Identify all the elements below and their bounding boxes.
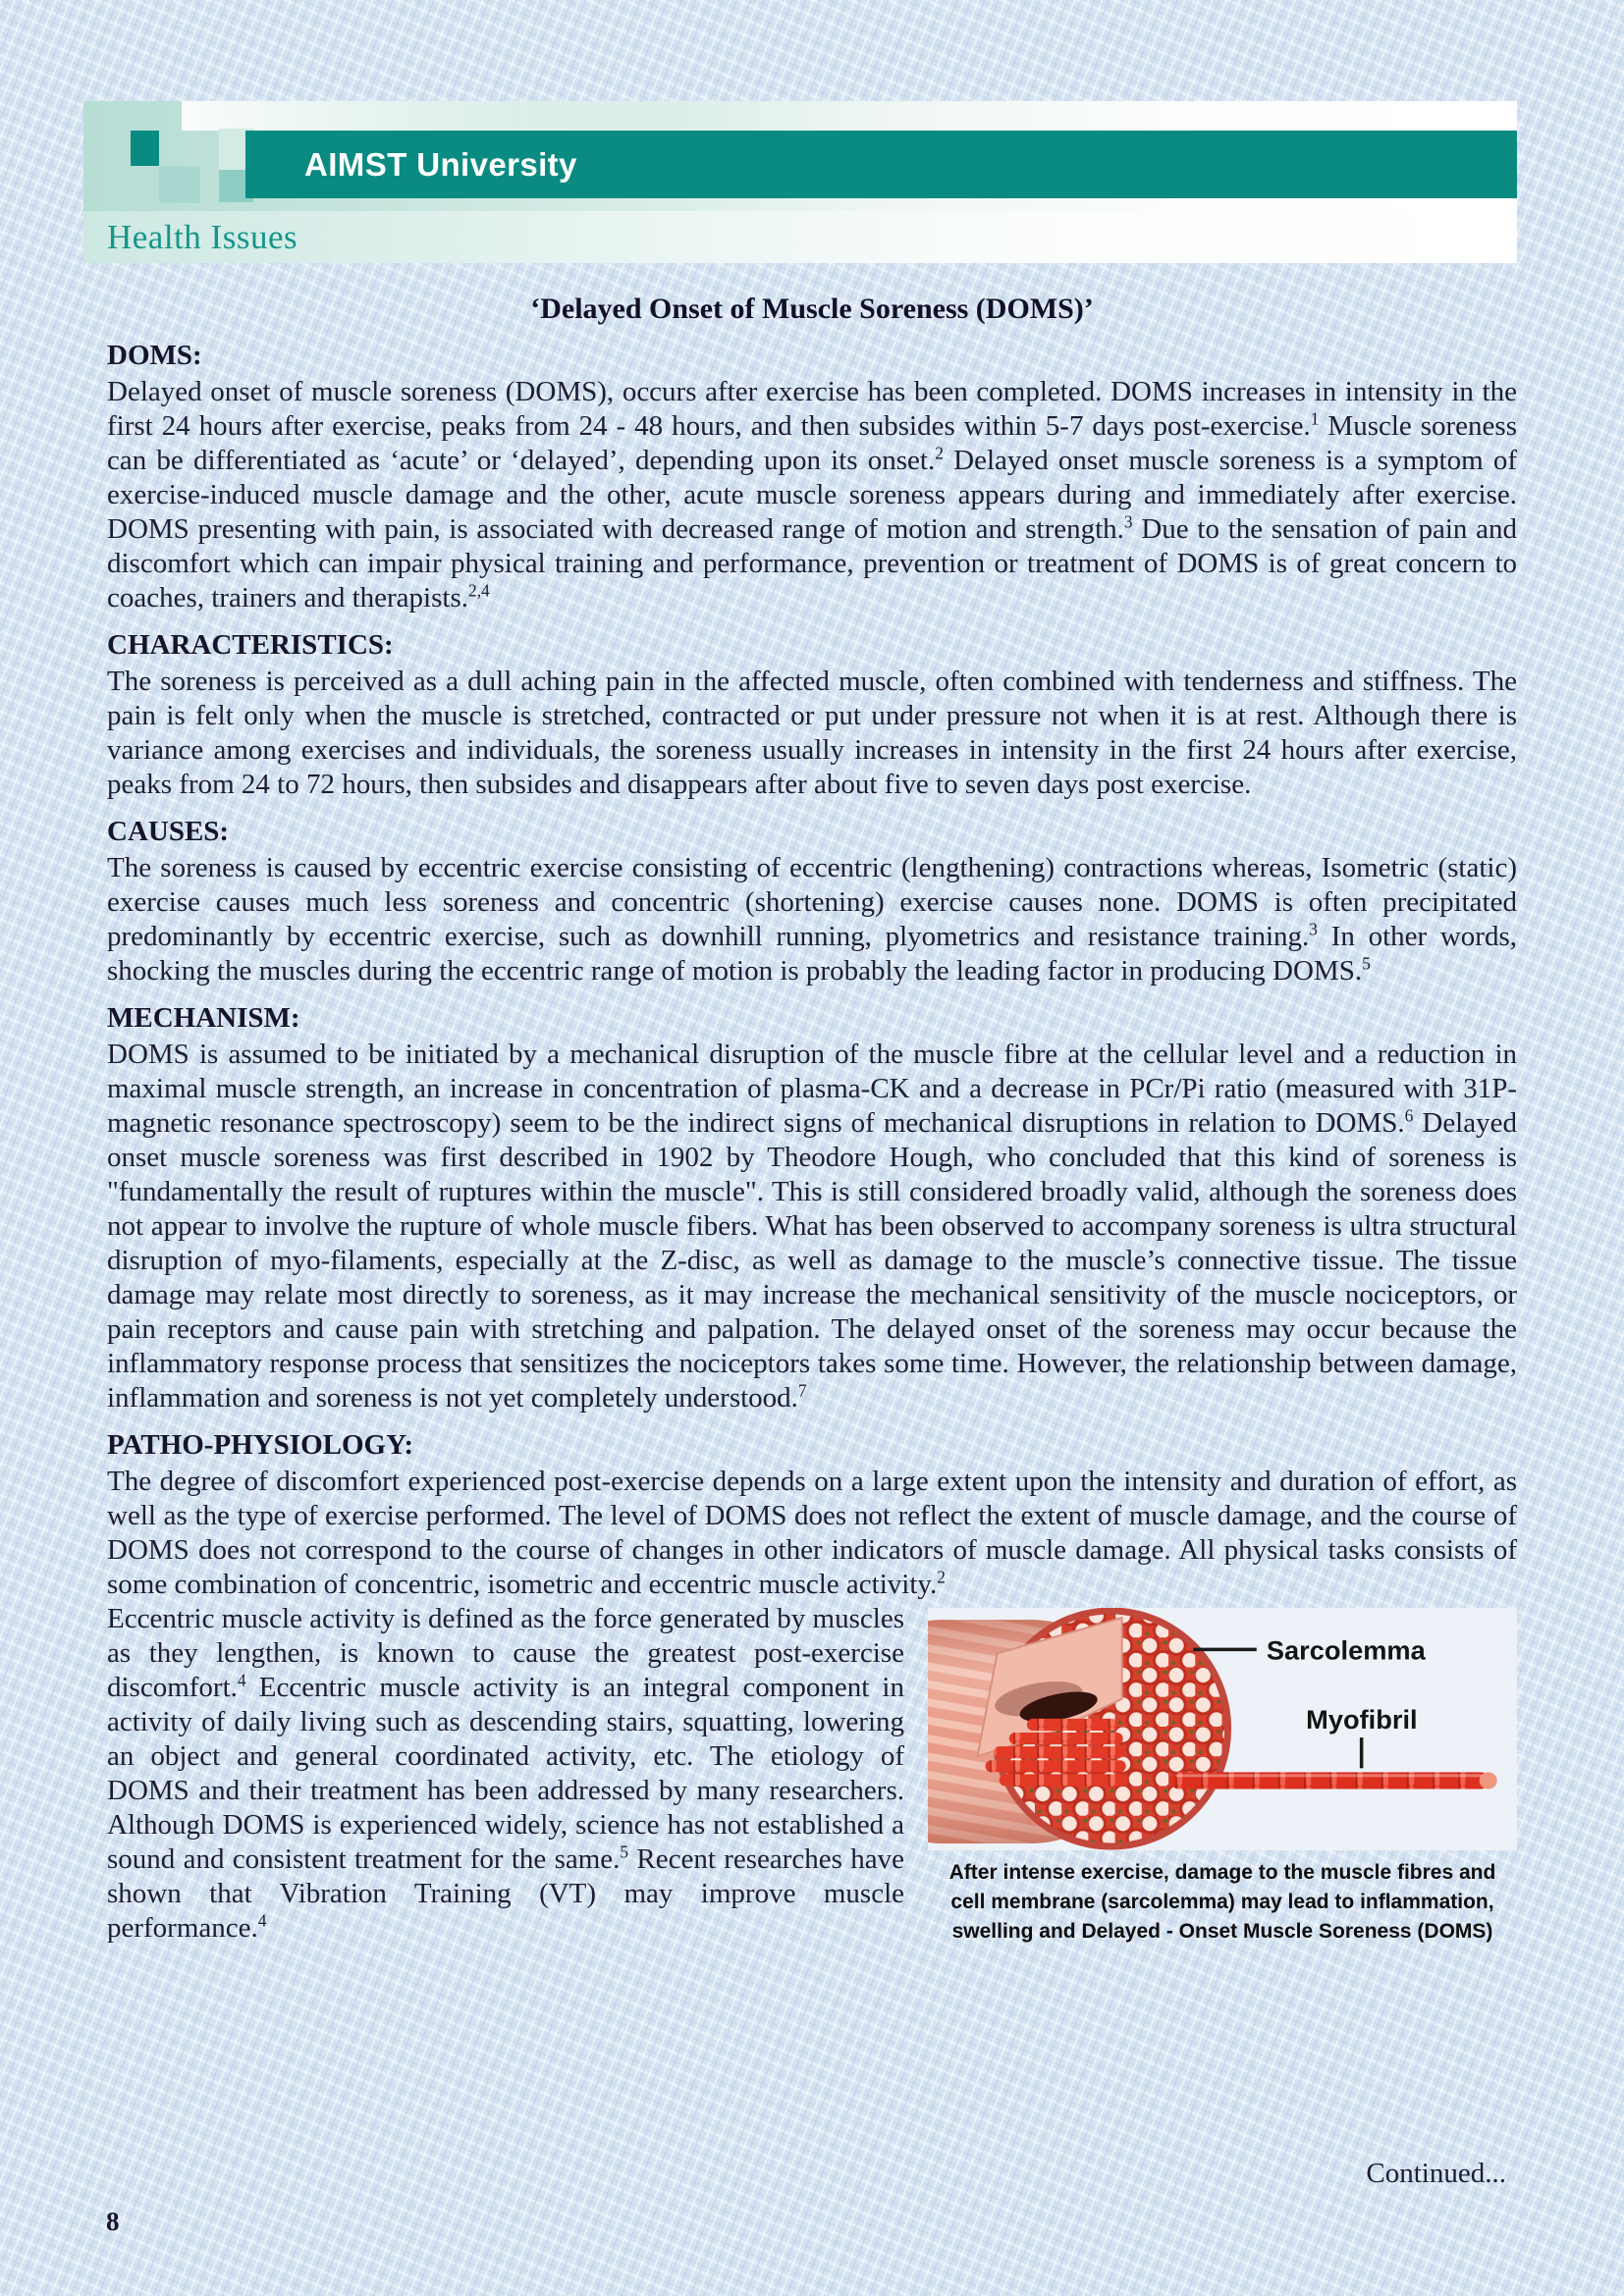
patho-figure-wrap <box>107 1602 1517 1949</box>
section-causes <box>107 816 1517 988</box>
muscle-illustration <box>928 1608 1517 1850</box>
section-banner-title: Health Issues <box>107 218 298 256</box>
section-characteristics <box>107 629 1517 802</box>
figure-caption: After intense exercise, damage to the muscle fibres and cell membrane (sarcolemma) may lead to inflammation, swelling and Delayed - Onset Muscle Soreness (DOMS) <box>948 1861 1496 1943</box>
university-name: AIMST University <box>304 146 577 183</box>
continued-note: Continued... <box>1366 2158 1506 2189</box>
section-patho-physiology <box>107 1429 1517 1949</box>
section-heading-causes: CAUSES: <box>107 816 230 847</box>
section-doms <box>107 340 1517 615</box>
muscle-figure <box>928 1608 1517 1947</box>
section-body-mechanism: DOMS is assumed to be initiated by a mechanical disruption of the muscle fibre at the cellular level and a reduction in maximal muscle strength, an increase in concentration of plasma-CK and a decrease in PCr/Pi ratio (measured with 31P-magnetic resonance spectroscopy) seem to be the indirect signs of mechanical disruptions in relation to DOMS.$^6$ Delayed onset muscle soreness was first described in 1902 by Theodore Hough, who concluded that this kind of soreness is "fundamentally the result of ruptures within the muscle". This is still considered broadly valid, although the soreness does not appear to involve the rupture of whole muscle fibers. What has been observed to accompany soreness is ultra structural disruption of myo-filaments, especially at the Z-disc, as well as damage to the muscle’s connective tissue. The tissue damage may relate most directly to soreness, as it may increase the mechanical sensitivity of the muscle nociceptors, or pain receptors and cause pain with stretching and palpation. The delayed onset of the soreness may occur because the inflammatory response process that sensitizes the nociceptors takes some time. However, the relationship between damage, inflammation and soreness is not yet completely understood.$^7$ <box>107 1039 1517 1414</box>
section-banner <box>83 211 1517 263</box>
page-header <box>83 101 1517 263</box>
section-heading-patho-physiology: PATHO-PHYSIOLOGY: <box>107 1429 414 1461</box>
university-title-bar <box>245 131 1517 198</box>
section-heading-mechanism: MECHANISM: <box>107 1002 300 1034</box>
sarcolemma-label: Sarcolemma <box>1266 1634 1426 1666</box>
article-title: ‘Delayed Onset of Muscle Soreness (DOMS)’ <box>530 293 1094 325</box>
section-body-patho-physiology-2: Eccentric muscle activity is defined as the force generated by muscles as they lengthen, is known to cause the greatest post-exercise discomfort.$^4$ Eccentric muscle activity is an integral component in activity of daily living such as descending stairs, squatting, lowering an object and general coordinated activity, etc. The etiology of DOMS and their treatment has been addressed by many researchers. Although DOMS is experienced widely, science has not established a sound and consistent treatment for the same.$^5$ Recent researches have shown that Vibration Training (VT) may improve muscle performance.$^4$ <box>107 1603 904 1944</box>
section-heading-characteristics: CHARACTERISTICS: <box>107 629 394 661</box>
page-number: 8 <box>106 2207 120 2236</box>
section-mechanism <box>107 1002 1517 1415</box>
section-heading-doms: DOMS: <box>107 340 202 371</box>
myofibril-label: Myofibril <box>1306 1703 1418 1735</box>
section-body-patho-physiology: The degree of discomfort experienced post-exercise depends on a large extent upon the intensity and duration of effort, as well as the type of exercise performed. The level of DOMS does not reflect the extent of muscle damage, and the course of DOMS does not correspond to the course of changes in other indicators of muscle damage. All physical tasks consists of some combination of concentric, isometric and eccentric muscle activity.$^2$ <box>107 1466 1517 1600</box>
section-body-characteristics: The soreness is perceived as a dull aching pain in the affected muscle, often combined with tenderness and stiffness. The pain is felt only when the muscle is stretched, contracted or put under pressure not when it is at rest. Although there is variance among exercises and individuals, the soreness usually increases in intensity in the first 24 hours after exercise, peaks from 24 to 72 hours, then subsides and disappears after about five to seven days post exercise. <box>107 666 1517 800</box>
myofibril-rod <box>1170 1772 1497 1789</box>
logo-square-dark <box>131 131 159 166</box>
header-highlight-strip <box>182 101 687 131</box>
logo-square-mint <box>159 166 200 203</box>
section-body-causes: The soreness is caused by eccentric exercise consisting of eccentric (lengthening) contractions whereas, Isometric (static) exercise causes much less soreness and concentric (shortening) exercise causes none. DOMS is often precipitated predominantly by eccentric exercise, such as downhill running, plyometrics and resistance training.$^3$ In other words, shocking the muscles during the eccentric range of motion is probably the leading factor in producing DOMS.$^5$ <box>107 852 1517 987</box>
section-body-doms: Delayed onset of muscle soreness (DOMS), occurs after exercise has been completed. DOMS increases in intensity in the first 24 hours after exercise, peaks from 24 - 48 hours, and then subsides within 5-7 days post-exercise.$^1$ Muscle soreness can be differentiated as ‘acute’ or ‘delayed’, depending upon its onset.$^2$ Delayed onset muscle soreness is a symptom of exercise-induced muscle damage and the other, acute muscle soreness appears during and immediately after exercise. DOMS presenting with pain, is associated with decreased range of motion and strength.$^3$ Due to the sensation of pain and discomfort which can impair physical training and performance, prevention or treatment of DOMS is of great concern to coaches, trainers and therapists.$^{2,4}$ <box>107 376 1518 614</box>
article-content <box>107 263 1517 1949</box>
